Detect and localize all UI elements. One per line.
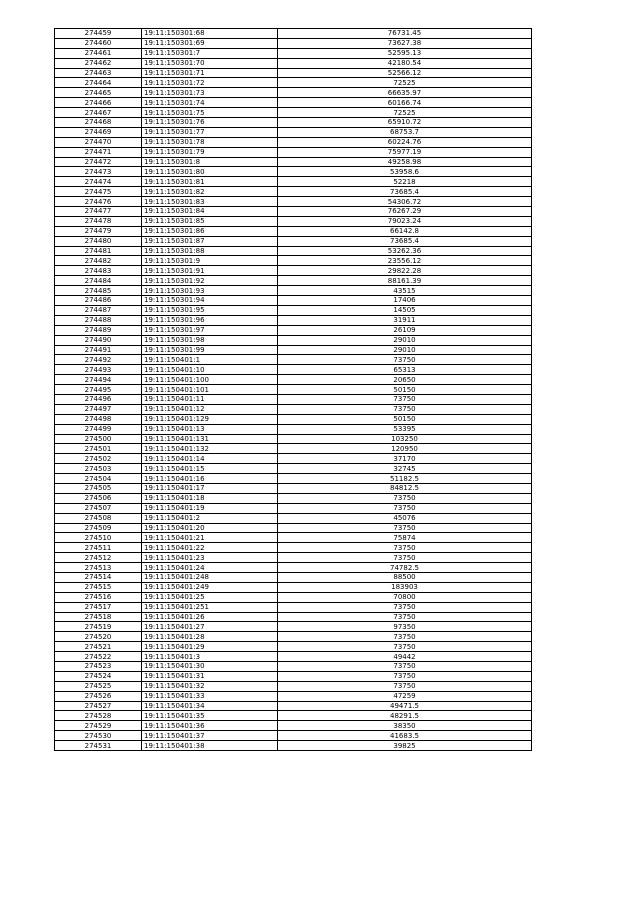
row-id-cell: 274503	[55, 464, 142, 474]
amount-cell: 73750	[278, 671, 532, 681]
row-id-cell: 274459	[55, 29, 142, 39]
row-id-cell: 274497	[55, 404, 142, 414]
table-row	[55, 365, 532, 375]
amount-cell: 73750	[278, 553, 532, 563]
amount-cell: 17406	[278, 296, 532, 306]
table-row	[55, 147, 532, 157]
row-id-cell: 274468	[55, 118, 142, 128]
row-id-cell: 274482	[55, 256, 142, 266]
row-id-cell: 274476	[55, 197, 142, 207]
amount-cell: 73750	[278, 523, 532, 533]
amount-cell: 75977.19	[278, 147, 532, 157]
cadastral-number-cell: 19:11:150401:2	[142, 513, 278, 523]
cadastral-number-cell: 19:11:150301:93	[142, 286, 278, 296]
row-id-cell: 274473	[55, 167, 142, 177]
table-row	[55, 662, 532, 672]
amount-cell: 49442	[278, 652, 532, 662]
amount-cell: 73685.4	[278, 187, 532, 197]
row-id-cell: 274496	[55, 394, 142, 404]
cadastral-number-cell: 19:11:150301:86	[142, 226, 278, 236]
cadastral-number-cell: 19:11:150301:82	[142, 187, 278, 197]
amount-cell: 60224.76	[278, 137, 532, 147]
row-id-cell: 274528	[55, 711, 142, 721]
data-table	[54, 28, 532, 751]
row-id-cell: 274530	[55, 731, 142, 741]
amount-cell: 97350	[278, 622, 532, 632]
cadastral-number-cell: 19:11:150301:96	[142, 315, 278, 325]
row-id-cell: 274525	[55, 681, 142, 691]
amount-cell: 73750	[278, 394, 532, 404]
table-row	[55, 29, 532, 39]
table-row	[55, 642, 532, 652]
table-row	[55, 345, 532, 355]
row-id-cell: 274480	[55, 236, 142, 246]
row-id-cell: 274469	[55, 127, 142, 137]
amount-cell: 68753.7	[278, 127, 532, 137]
amount-cell: 65313	[278, 365, 532, 375]
table-row	[55, 48, 532, 58]
cadastral-number-cell: 19:11:150401:32	[142, 681, 278, 691]
cadastral-number-cell: 19:11:150301:7	[142, 48, 278, 58]
cadastral-number-cell: 19:11:150301:70	[142, 58, 278, 68]
amount-cell: 73750	[278, 404, 532, 414]
amount-cell: 48291.5	[278, 711, 532, 721]
table-row	[55, 197, 532, 207]
row-id-cell: 274502	[55, 454, 142, 464]
row-id-cell: 274509	[55, 523, 142, 533]
amount-cell: 32745	[278, 464, 532, 474]
cadastral-number-cell: 19:11:150401:26	[142, 612, 278, 622]
cadastral-number-cell: 19:11:150301:74	[142, 98, 278, 108]
amount-cell: 47259	[278, 691, 532, 701]
cadastral-number-cell: 19:11:150401:27	[142, 622, 278, 632]
table-row	[55, 563, 532, 573]
table-row	[55, 632, 532, 642]
cadastral-number-cell: 19:11:150401:1	[142, 355, 278, 365]
row-id-cell: 274531	[55, 741, 142, 751]
table-row	[55, 582, 532, 592]
cadastral-number-cell: 19:11:150401:30	[142, 662, 278, 672]
cadastral-number-cell: 19:11:150301:84	[142, 207, 278, 217]
amount-cell: 52566.12	[278, 68, 532, 78]
table-row	[55, 474, 532, 484]
row-id-cell: 274498	[55, 414, 142, 424]
amount-cell: 49471.5	[278, 701, 532, 711]
amount-cell: 72525	[278, 78, 532, 88]
amount-cell: 73627.38	[278, 38, 532, 48]
row-id-cell: 274495	[55, 385, 142, 395]
table-row	[55, 216, 532, 226]
amount-cell: 73750	[278, 662, 532, 672]
row-id-cell: 274464	[55, 78, 142, 88]
table-row	[55, 118, 532, 128]
table-row	[55, 296, 532, 306]
cadastral-number-cell: 19:11:150401:12	[142, 404, 278, 414]
amount-cell: 52595.13	[278, 48, 532, 58]
table-row	[55, 464, 532, 474]
table-row	[55, 404, 532, 414]
amount-cell: 66142.8	[278, 226, 532, 236]
cadastral-number-cell: 19:11:150301:9	[142, 256, 278, 266]
cadastral-number-cell: 19:11:150301:78	[142, 137, 278, 147]
table-row	[55, 444, 532, 454]
row-id-cell: 274485	[55, 286, 142, 296]
cadastral-number-cell: 19:11:150401:31	[142, 671, 278, 681]
table-row	[55, 137, 532, 147]
cadastral-number-cell: 19:11:150301:99	[142, 345, 278, 355]
cadastral-number-cell: 19:11:150301:80	[142, 167, 278, 177]
amount-cell: 76731.45	[278, 29, 532, 39]
amount-cell: 42180.54	[278, 58, 532, 68]
row-id-cell: 274515	[55, 582, 142, 592]
table-row	[55, 246, 532, 256]
row-id-cell: 274461	[55, 48, 142, 58]
row-id-cell: 274479	[55, 226, 142, 236]
table-row	[55, 385, 532, 395]
row-id-cell: 274519	[55, 622, 142, 632]
row-id-cell: 274471	[55, 147, 142, 157]
cadastral-number-cell: 19:11:150401:251	[142, 602, 278, 612]
cadastral-number-cell: 19:11:150301:75	[142, 108, 278, 118]
cadastral-number-cell: 19:11:150401:23	[142, 553, 278, 563]
cadastral-number-cell: 19:11:150401:249	[142, 582, 278, 592]
cadastral-number-cell: 19:11:150401:17	[142, 483, 278, 493]
table-row	[55, 226, 532, 236]
table-row	[55, 711, 532, 721]
table-row	[55, 78, 532, 88]
cadastral-number-cell: 19:11:150401:29	[142, 642, 278, 652]
cadastral-number-cell: 19:11:150301:76	[142, 118, 278, 128]
amount-cell: 60166.74	[278, 98, 532, 108]
table-row	[55, 671, 532, 681]
amount-cell: 73750	[278, 355, 532, 365]
row-id-cell: 274474	[55, 177, 142, 187]
cadastral-number-cell: 19:11:150401:28	[142, 632, 278, 642]
amount-cell: 73750	[278, 503, 532, 513]
table-row	[55, 424, 532, 434]
row-id-cell: 274477	[55, 207, 142, 217]
row-id-cell: 274494	[55, 375, 142, 385]
table-row	[55, 721, 532, 731]
cadastral-number-cell: 19:11:150401:101	[142, 385, 278, 395]
table-row	[55, 207, 532, 217]
table-row	[55, 503, 532, 513]
row-id-cell: 274489	[55, 325, 142, 335]
amount-cell: 54306.72	[278, 197, 532, 207]
table-row	[55, 127, 532, 137]
cadastral-number-cell: 19:11:150301:92	[142, 276, 278, 286]
row-id-cell: 274508	[55, 513, 142, 523]
amount-cell: 73750	[278, 681, 532, 691]
amount-cell: 66635.97	[278, 88, 532, 98]
row-id-cell: 274472	[55, 157, 142, 167]
cadastral-number-cell: 19:11:150301:94	[142, 296, 278, 306]
table-row	[55, 741, 532, 751]
amount-cell: 73750	[278, 543, 532, 553]
table-row	[55, 701, 532, 711]
cadastral-number-cell: 19:11:150401:100	[142, 375, 278, 385]
table-row	[55, 602, 532, 612]
cadastral-number-cell: 19:11:150301:79	[142, 147, 278, 157]
row-id-cell: 274529	[55, 721, 142, 731]
row-id-cell: 274518	[55, 612, 142, 622]
table-row	[55, 434, 532, 444]
amount-cell: 26109	[278, 325, 532, 335]
table-row	[55, 483, 532, 493]
cadastral-number-cell: 19:11:150301:77	[142, 127, 278, 137]
amount-cell: 29010	[278, 335, 532, 345]
table-row	[55, 533, 532, 543]
table-row	[55, 187, 532, 197]
table-row	[55, 305, 532, 315]
amount-cell: 53958.6	[278, 167, 532, 177]
table-row	[55, 38, 532, 48]
amount-cell: 51182.5	[278, 474, 532, 484]
row-id-cell: 274510	[55, 533, 142, 543]
table-row	[55, 325, 532, 335]
row-id-cell: 274488	[55, 315, 142, 325]
cadastral-number-cell: 19:11:150401:129	[142, 414, 278, 424]
row-id-cell: 274481	[55, 246, 142, 256]
table-row	[55, 315, 532, 325]
row-id-cell: 274483	[55, 266, 142, 276]
row-id-cell: 274522	[55, 652, 142, 662]
row-id-cell: 274505	[55, 483, 142, 493]
amount-cell: 73685.4	[278, 236, 532, 246]
table-row	[55, 454, 532, 464]
cadastral-number-cell: 19:11:150401:22	[142, 543, 278, 553]
table-row	[55, 157, 532, 167]
row-id-cell: 274520	[55, 632, 142, 642]
cadastral-number-cell: 19:11:150301:8	[142, 157, 278, 167]
cadastral-number-cell: 19:11:150301:68	[142, 29, 278, 39]
table-row	[55, 414, 532, 424]
table-row	[55, 691, 532, 701]
row-id-cell: 274490	[55, 335, 142, 345]
table-row	[55, 58, 532, 68]
table-row	[55, 108, 532, 118]
row-id-cell: 274484	[55, 276, 142, 286]
amount-cell: 65910.72	[278, 118, 532, 128]
amount-cell: 29822.28	[278, 266, 532, 276]
cadastral-number-cell: 19:11:150401:20	[142, 523, 278, 533]
cadastral-number-cell: 19:11:150401:248	[142, 572, 278, 582]
cadastral-number-cell: 19:11:150401:19	[142, 503, 278, 513]
amount-cell: 74782.5	[278, 563, 532, 573]
cadastral-number-cell: 19:11:150301:91	[142, 266, 278, 276]
row-id-cell: 274526	[55, 691, 142, 701]
amount-cell: 50150	[278, 414, 532, 424]
table-row	[55, 622, 532, 632]
amount-cell: 50150	[278, 385, 532, 395]
row-id-cell: 274470	[55, 137, 142, 147]
table-row	[55, 335, 532, 345]
table-row	[55, 681, 532, 691]
table-row	[55, 236, 532, 246]
amount-cell: 79023.24	[278, 216, 532, 226]
cadastral-number-cell: 19:11:150301:83	[142, 197, 278, 207]
row-id-cell: 274466	[55, 98, 142, 108]
row-id-cell: 274486	[55, 296, 142, 306]
table-row	[55, 612, 532, 622]
cadastral-number-cell: 19:11:150401:34	[142, 701, 278, 711]
table-row	[55, 543, 532, 553]
table-row	[55, 394, 532, 404]
cadastral-number-cell: 19:11:150401:38	[142, 741, 278, 751]
table-body	[55, 29, 532, 751]
table-row	[55, 513, 532, 523]
cadastral-number-cell: 19:11:150401:13	[142, 424, 278, 434]
amount-cell: 14505	[278, 305, 532, 315]
row-id-cell: 274517	[55, 602, 142, 612]
row-id-cell: 274513	[55, 563, 142, 573]
cadastral-number-cell: 19:11:150401:14	[142, 454, 278, 464]
amount-cell: 103250	[278, 434, 532, 444]
cadastral-number-cell: 19:11:150301:81	[142, 177, 278, 187]
amount-cell: 53262.36	[278, 246, 532, 256]
cadastral-number-cell: 19:11:150301:71	[142, 68, 278, 78]
amount-cell: 120950	[278, 444, 532, 454]
row-id-cell: 274487	[55, 305, 142, 315]
cadastral-number-cell: 19:11:150401:3	[142, 652, 278, 662]
cadastral-number-cell: 19:11:150301:98	[142, 335, 278, 345]
cadastral-number-cell: 19:11:150301:69	[142, 38, 278, 48]
table-row	[55, 731, 532, 741]
table-row	[55, 68, 532, 78]
amount-cell: 73750	[278, 612, 532, 622]
row-id-cell: 274475	[55, 187, 142, 197]
table-row	[55, 553, 532, 563]
row-id-cell: 274512	[55, 553, 142, 563]
table-row	[55, 286, 532, 296]
amount-cell: 45076	[278, 513, 532, 523]
amount-cell: 70800	[278, 592, 532, 602]
cadastral-number-cell: 19:11:150401:16	[142, 474, 278, 484]
amount-cell: 73750	[278, 632, 532, 642]
amount-cell: 73750	[278, 602, 532, 612]
row-id-cell: 274500	[55, 434, 142, 444]
row-id-cell: 274499	[55, 424, 142, 434]
table-row	[55, 652, 532, 662]
amount-cell: 73750	[278, 493, 532, 503]
table-row	[55, 167, 532, 177]
row-id-cell: 274524	[55, 671, 142, 681]
row-id-cell: 274514	[55, 572, 142, 582]
row-id-cell: 274527	[55, 701, 142, 711]
cadastral-number-cell: 19:11:150401:36	[142, 721, 278, 731]
row-id-cell: 274501	[55, 444, 142, 454]
row-id-cell: 274516	[55, 592, 142, 602]
row-id-cell: 274521	[55, 642, 142, 652]
row-id-cell: 274506	[55, 493, 142, 503]
amount-cell: 52218	[278, 177, 532, 187]
amount-cell: 29010	[278, 345, 532, 355]
cadastral-number-cell: 19:11:150301:97	[142, 325, 278, 335]
cadastral-number-cell: 19:11:150301:72	[142, 78, 278, 88]
table-row	[55, 355, 532, 365]
amount-cell: 37170	[278, 454, 532, 464]
amount-cell: 43515	[278, 286, 532, 296]
table-row	[55, 266, 532, 276]
cadastral-number-cell: 19:11:150401:131	[142, 434, 278, 444]
row-id-cell: 274465	[55, 88, 142, 98]
table-row	[55, 375, 532, 385]
row-id-cell: 274493	[55, 365, 142, 375]
amount-cell: 75874	[278, 533, 532, 543]
cadastral-number-cell: 19:11:150301:73	[142, 88, 278, 98]
cadastral-number-cell: 19:11:150401:35	[142, 711, 278, 721]
amount-cell: 88161.39	[278, 276, 532, 286]
cadastral-number-cell: 19:11:150301:88	[142, 246, 278, 256]
amount-cell: 38350	[278, 721, 532, 731]
cadastral-number-cell: 19:11:150401:37	[142, 731, 278, 741]
amount-cell: 23556.12	[278, 256, 532, 266]
row-id-cell: 274478	[55, 216, 142, 226]
row-id-cell: 274511	[55, 543, 142, 553]
table-row	[55, 592, 532, 602]
amount-cell: 31911	[278, 315, 532, 325]
row-id-cell: 274504	[55, 474, 142, 484]
table-row	[55, 523, 532, 533]
cadastral-number-cell: 19:11:150401:21	[142, 533, 278, 543]
amount-cell: 20650	[278, 375, 532, 385]
cadastral-number-cell: 19:11:150401:18	[142, 493, 278, 503]
cadastral-number-cell: 19:11:150301:95	[142, 305, 278, 315]
row-id-cell: 274491	[55, 345, 142, 355]
amount-cell: 84812.5	[278, 483, 532, 493]
table-row	[55, 572, 532, 582]
amount-cell: 49258.98	[278, 157, 532, 167]
cadastral-number-cell: 19:11:150301:87	[142, 236, 278, 246]
row-id-cell: 274462	[55, 58, 142, 68]
cadastral-number-cell: 19:11:150301:85	[142, 216, 278, 226]
cadastral-number-cell: 19:11:150401:25	[142, 592, 278, 602]
amount-cell: 41683.5	[278, 731, 532, 741]
amount-cell: 88500	[278, 572, 532, 582]
cadastral-number-cell: 19:11:150401:15	[142, 464, 278, 474]
cadastral-number-cell: 19:11:150401:132	[142, 444, 278, 454]
table-row	[55, 88, 532, 98]
amount-cell: 76267.29	[278, 207, 532, 217]
row-id-cell: 274463	[55, 68, 142, 78]
row-id-cell: 274492	[55, 355, 142, 365]
cadastral-number-cell: 19:11:150401:10	[142, 365, 278, 375]
cadastral-number-cell: 19:11:150401:24	[142, 563, 278, 573]
cadastral-number-cell: 19:11:150401:11	[142, 394, 278, 404]
table-row	[55, 177, 532, 187]
table-row	[55, 276, 532, 286]
table-row	[55, 98, 532, 108]
amount-cell: 72525	[278, 108, 532, 118]
amount-cell: 183903	[278, 582, 532, 592]
row-id-cell: 274467	[55, 108, 142, 118]
row-id-cell: 274507	[55, 503, 142, 513]
table-row	[55, 493, 532, 503]
amount-cell: 39825	[278, 741, 532, 751]
cadastral-number-cell: 19:11:150401:33	[142, 691, 278, 701]
row-id-cell: 274523	[55, 662, 142, 672]
amount-cell: 73750	[278, 642, 532, 652]
row-id-cell: 274460	[55, 38, 142, 48]
table-row	[55, 256, 532, 266]
amount-cell: 53395	[278, 424, 532, 434]
